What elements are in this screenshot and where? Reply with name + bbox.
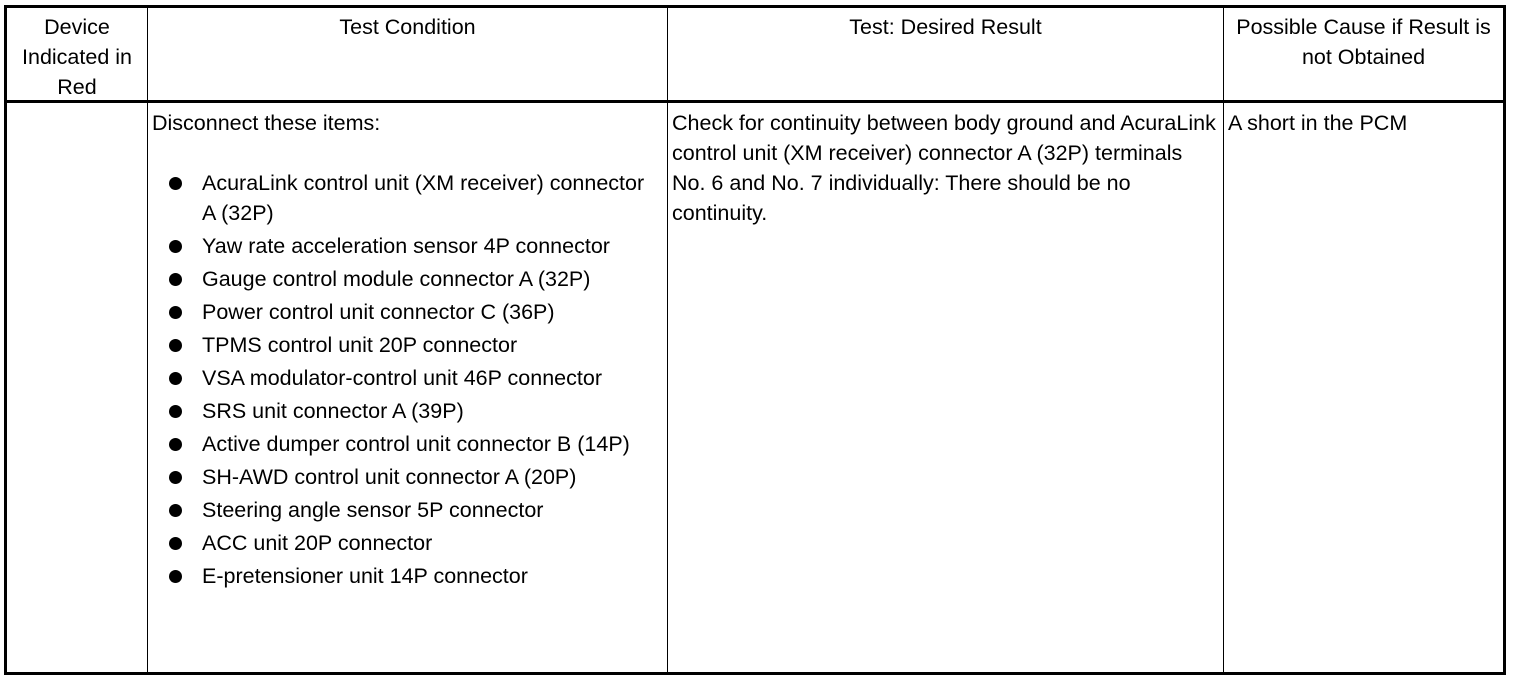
list-item: ACC unit 20P connector <box>168 528 663 558</box>
list-item: SRS unit connector A (39P) <box>168 396 663 426</box>
disconnect-items-list <box>152 168 663 591</box>
header-desired-result: Test: Desired Result <box>668 8 1224 103</box>
condition-intro: Disconnect these items: <box>152 111 381 135</box>
list-item: Steering angle sensor 5P connector <box>168 495 663 525</box>
list-item: Gauge control module connector A (32P) <box>168 264 663 294</box>
list-item: TPMS control unit 20P connector <box>168 330 663 360</box>
list-item: VSA modulator-control unit 46P connector <box>168 363 663 393</box>
list-item: Power control unit connector C (36P) <box>168 297 663 327</box>
row-desired-result-cell: Check for continuity between body ground and AcuraLink control unit (XM receiver) connector A (32P) terminals No. 6 and No. 7 individually: There should be no continuity. <box>668 103 1224 672</box>
header-test-condition: Test Condition <box>148 8 668 103</box>
list-item: Active dumper control unit connector B (14P) <box>168 429 663 459</box>
list-item: AcuraLink control unit (XM receiver) connector A (32P) <box>168 168 663 228</box>
list-item: Yaw rate acceleration sensor 4P connector <box>168 231 663 261</box>
header-possible-cause: Possible Cause if Result is not Obtained <box>1224 8 1503 103</box>
row-device-cell <box>7 103 148 672</box>
header-device-indicated-in-red: Device Indicated in Red <box>7 8 148 103</box>
row-possible-cause-cell: A short in the PCM <box>1228 111 1408 135</box>
diagnostic-table <box>4 5 1506 675</box>
list-item: E-pretensioner unit 14P connector <box>168 561 663 591</box>
list-item: SH-AWD control unit connector A (20P) <box>168 462 663 492</box>
row-test-condition-cell <box>148 103 668 672</box>
